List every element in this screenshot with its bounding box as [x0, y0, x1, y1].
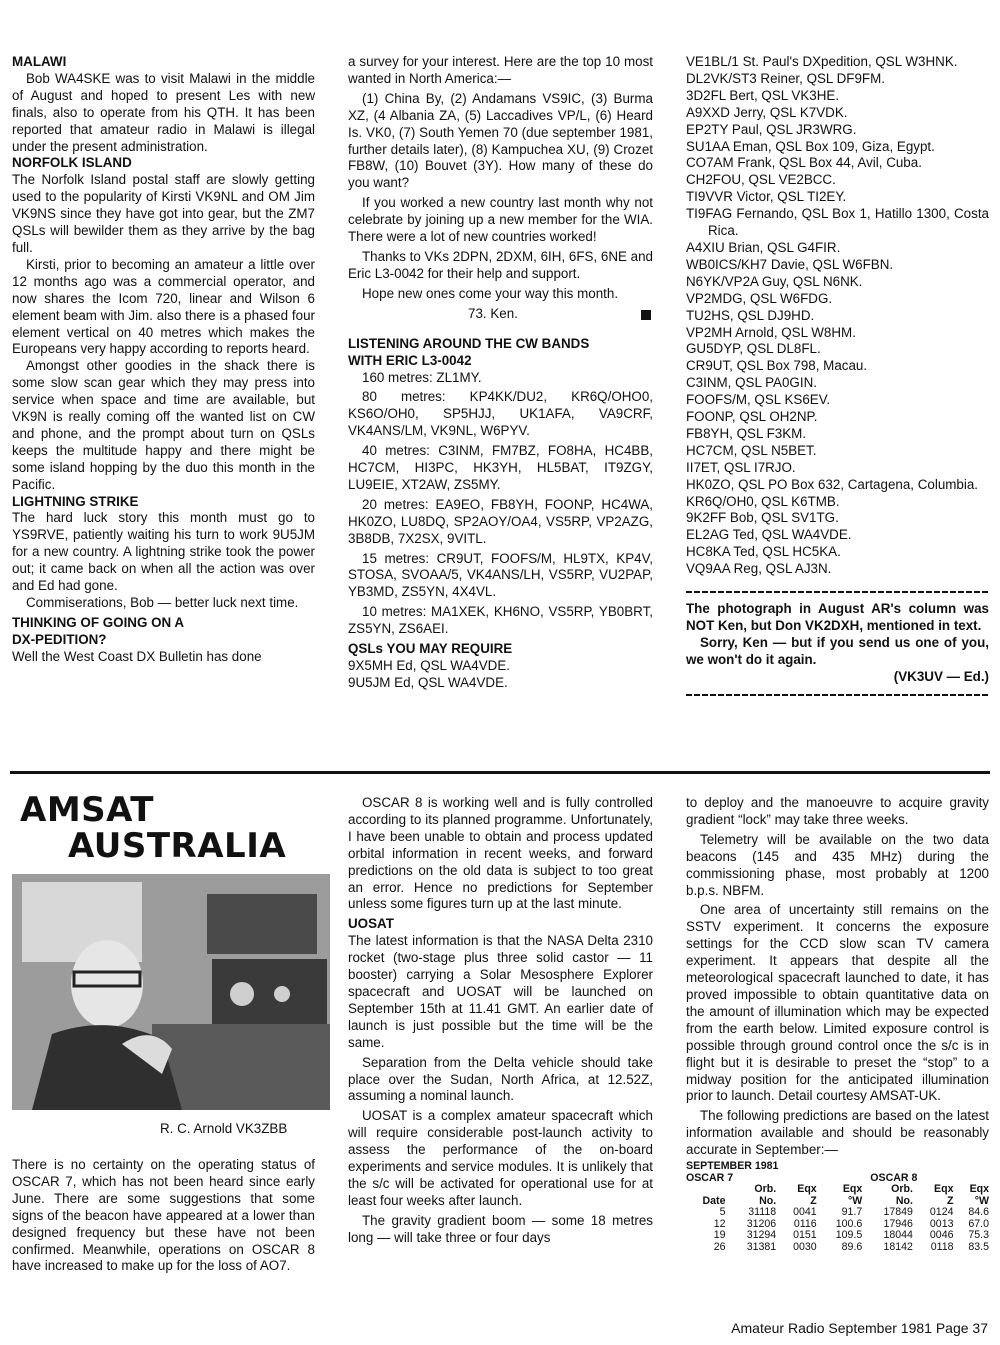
table-header-cell: Orb. — [891, 1183, 913, 1196]
qsl-list — [686, 54, 989, 578]
heading-cw-bands-sub: WITH ERIC L3-0042 — [348, 352, 472, 368]
table-header-cell: Orb. — [754, 1183, 777, 1196]
table-cell: 17946 — [883, 1217, 913, 1230]
amsat-title: AMSAT AUSTRALIA — [20, 790, 287, 866]
qsl-item: HK0ZO, QSL PO Box 632, Cartagena, Columbia. — [686, 476, 979, 492]
table-group-oscar7: OSCAR 7 — [686, 1171, 734, 1184]
table-cell: 0116 — [793, 1217, 817, 1230]
qsl-item: VP2MH Arnold, QSL W8HM. — [686, 324, 856, 340]
qsl-item: SU1AA Eman, QSL Box 109, Giza, Egypt. — [686, 138, 935, 154]
qsl-item: FB8YH, QSL F3KM. — [686, 425, 807, 441]
table-header-row — [686, 1184, 989, 1196]
paragraph: a survey for your interest. Here are the top 10 most wanted in North America:— — [348, 54, 653, 86]
heading-dx-pedition: DX-PEDITION? — [12, 631, 107, 647]
paragraph: Kirsti, prior to becoming an amateur a little over 12 months ago was a commercial operator, and now shares the Icom 720, linear and Wilson 6 element beam with Jim. also there is a phased four element vertical on 40 metres which makes the Europeans very happy according to reports heard. — [12, 256, 315, 357]
qsl-item: WB0ICS/KH7 Davie, QSL W6FBN. — [686, 256, 894, 272]
table-row — [686, 1242, 989, 1254]
paragraph: The following predictions are based on the latest information available and should be reasonably accurate in September:— — [686, 1108, 989, 1158]
table-cell: 19 — [713, 1229, 726, 1242]
table-cell: 83.5 — [968, 1240, 989, 1253]
photo-caption: R. C. Arnold VK3ZBB — [160, 1121, 288, 1136]
qsl-item: N6YK/VP2A Guy, QSL N6NK. — [686, 273, 863, 289]
table-header-cell: Date — [702, 1194, 726, 1207]
qsl-item: CO7AM Frank, QSL Box 44, Avil, Cuba. — [686, 155, 922, 171]
paragraph: (1) China By, (2) Andamans VS9IC, (3) Burma XZ, (4 Albania ZA, (5) Laccadives VP/L, (6) Heard Is. VK0, (7) South Yemen 70 (due september 1981, further details later), (8) Kampuchea XU, (9) Crozet FB8W, (10) Bouvet (3Y). How many of these do you want? — [348, 90, 653, 191]
paragraph: Amongst other goodies in the shack there is some slow scan gear which they may press into service when space and time are available, but VK9N is really coming off the wanted list on CW and phone, and the prompt about turn on QSLs keeps the multitude happy and there might be some island hopping by the duo this month in the Pacific. — [12, 358, 315, 492]
table-cell: 0041 — [793, 1206, 817, 1219]
band-15: 15 metres: CR9UT, FOOFS/M, HL9TX, KP4V, STOSA, SVOAA/5, VK4ANS/LH, VS5RP, VU2PAP, YB3MD, ZS5YN, 4X4VL. — [348, 550, 653, 600]
end-square-icon — [641, 310, 651, 320]
band-40: 40 metres: C3INM, FM7BZ, FO8HA, HC4BB, HC7CM, HI3PC, HK3YH, HL5BAT, IT9ZGY, LU9EIE, XT2AW, ZS5MY. — [348, 443, 653, 492]
heading-lightning-strike: LIGHTNING STRIKE — [12, 493, 139, 509]
amsat-column-3 — [686, 795, 989, 1253]
paragraph: One area of uncertainty still remains on the SSTV experiment. It concerns the exposure settings for the CCD slow scan TV camera experiment. It appears that despite all the meteorological spacecraft launched to date, it has proved impossible to obtain quantitative data on the amount of illumination which may be expected from the earth below. Limited exposure control is possible through ground control once the s/c is in flight but it is desirable to preset the “stop” to a midway position for the anticipated illumination prior to launch. Detail courtesy AMSAT-UK. — [686, 902, 989, 1104]
photo-vk3zbb — [12, 874, 330, 1110]
qsl-item: FOOFS/M, QSL KS6EV. — [686, 392, 831, 408]
table-header-cell: No. — [895, 1194, 913, 1207]
paragraph: Thanks to VKs 2DPN, 2DXM, 6IH, 6FS, 6NE and Eric L3-0042 for their help and support. — [348, 248, 653, 281]
qsl-item: DL2VK/ST3 Reiner, QSL DF9FM. — [686, 70, 885, 86]
table-header-cell: Eqx — [842, 1183, 863, 1196]
table-cell: 75.3 — [968, 1229, 989, 1242]
table-cell: 0151 — [793, 1229, 817, 1242]
paragraph: Telemetry will be available on the two data beacons (145 and 435 MHz) during the commissioning phase, most probably at 1200 b.p.s. NBFM. — [686, 831, 989, 898]
table-header-cell: Eqx — [934, 1183, 954, 1196]
table-cell: 89.6 — [841, 1240, 863, 1253]
prediction-table — [686, 1161, 989, 1253]
column-2 — [348, 54, 653, 692]
paragraph: UOSAT is a complex amateur spacecraft which will require considerable post-launch activity to assess the performance of the on-board experiments and service modules. It is unlikely that the s/c will be activated for operational use for at least four weeks after launch. — [348, 1108, 653, 1208]
qsl-item: A4XIU Brian, QSL G4FIR. — [686, 239, 841, 255]
table-cell: 67.0 — [968, 1217, 989, 1230]
column-3 — [686, 54, 989, 704]
heading-malawi: MALAWI — [12, 54, 67, 69]
qsl-item: VQ9AA Reg, QSL AJ3N. — [686, 561, 832, 577]
band-10: 10 metres: MA1XEK, KH6NO, VS5RP, YB0BRT, ZS5YN, ZS6AEI. — [348, 604, 653, 637]
table-cell: 12 — [713, 1217, 726, 1230]
table-header-cell: Z — [947, 1194, 954, 1207]
table-cell: 18044 — [883, 1229, 913, 1242]
table-cell: 31294 — [746, 1229, 777, 1242]
table-cell: 0124 — [929, 1206, 954, 1219]
qsl-item: VE1BL/1 St. Paul's DXpedition, QSL W3HNK. — [686, 54, 958, 69]
paragraph: The hard luck story this month must go to YS9RVE, patiently waiting his turn to work 9U5JM for a new country. A lightning strike took the power out; it came back on when all the action was over and Ed had gone. — [12, 510, 315, 594]
divider — [686, 588, 989, 596]
paragraph: Commiserations, Bob — better luck next time. — [26, 595, 299, 610]
editor-note: Sorry, Ken — but if you send us one of you, we won't do it again. — [686, 634, 989, 667]
qsl-item: A9XXD Jerry, QSL K7VDK. — [686, 104, 848, 120]
table-header-cell: Eqx — [797, 1183, 817, 1196]
page-footer: Amateur Radio September 1981 Page 37 — [731, 1320, 988, 1336]
qsl-item: VP2MDG, QSL W6FDG. — [686, 290, 833, 306]
table-cell: 18142 — [883, 1240, 913, 1253]
table-row — [686, 1230, 989, 1242]
band-80: 80 metres: KP4KK/DU2, KR6Q/OHO0, KS6O/OH0, SP5HJJ, UK1AFA, VA9CRF, VK4ANS/LM, VK9NL, W6PYV. — [348, 389, 653, 439]
table-cell: 17849 — [883, 1206, 913, 1219]
editor-note: The photograph in August AR's column was NOT Ken, but Don VK2DXH, mentioned in text. — [686, 601, 989, 633]
section-divider — [10, 771, 990, 774]
qsl-item: TI9VVR Victor, QSL TI2EY. — [686, 189, 847, 205]
editor-signature: (VK3UV — Ed.) — [893, 668, 989, 684]
table-cell: 84.6 — [968, 1206, 989, 1219]
qsl-item: 9K2FF Bob, QSL SV1TG. — [686, 510, 839, 526]
qsl-item: EP2TY Paul, QSL JR3WRG. — [686, 121, 857, 137]
table-cell: 0013 — [929, 1217, 954, 1230]
band-160: 160 metres: ZL1MY. — [362, 369, 482, 385]
table-header-cell: No. — [759, 1194, 777, 1207]
band-20: 20 metres: EA9EO, FB8YH, FOONP, HC4WA, HK0ZO, LU8DQ, SP2AOY/OA4, VS5RP, VP2AZG, 3B8DB, 7X2SX, 9VITL. — [348, 496, 653, 546]
paragraph: The Norfolk Island postal staff are slowly getting used to the popularity of Kirsti VK9NL and OM Jim VK9NS since they have got into gear, but the ZM7 QSLs will bewilder them as they arrive by the bag full. — [12, 172, 315, 255]
paragraph: OSCAR 8 is working well and is fully controlled according to its planned programme. Unfortunately, I have been unable to obtain and process updated orbital information in recent weeks, and forward predictions on the old data is subject to too great an error. Hence no predictions for September unless some figures turn up at the last minute. — [348, 795, 653, 912]
heading-thinking: THINKING OF GOING ON A — [12, 614, 185, 630]
table-cell: 100.6 — [835, 1217, 863, 1230]
column-1 — [12, 54, 315, 666]
table-cell: 31206 — [746, 1217, 777, 1230]
table-title: SEPTEMBER 1981 — [686, 1160, 779, 1173]
paragraph: There is no certainty on the operating status of OSCAR 7, which has not been heard since early June. There are some suggestions that some signs of the beacon have appeared at a lower than designed frequency but these have not been confirmed. Meanwhile, operations on OSCAR 8 have increased to make up for the loss of AO7. — [12, 1157, 315, 1274]
qsl-item: CR9UT, QSL Box 798, Macau. — [686, 358, 868, 374]
qsl-item: TU2HS, QSL DJ9HD. — [686, 307, 815, 323]
amsat-column-1 — [12, 1157, 315, 1275]
table-cell: 31118 — [748, 1206, 777, 1219]
table-header-cell: Eqx — [969, 1183, 989, 1196]
qsl-item: 9X5MH Ed, QSL WA4VDE. — [348, 658, 510, 673]
qsl-item: EL2AG Ted, QSL WA4VDE. — [686, 527, 852, 543]
table-group-oscar8: OSCAR 8 — [870, 1171, 918, 1184]
table-cell: 0030 — [793, 1240, 817, 1253]
qsl-item: GU5DYP, QSL DL8FL. — [686, 341, 821, 357]
divider — [686, 691, 989, 699]
qsl-item: 9U5JM Ed, QSL WA4VDE. — [348, 674, 508, 690]
qsl-item: II7ET, QSL I7RJO. — [686, 459, 796, 475]
table-cell: 0118 — [930, 1240, 954, 1253]
table-cell: 31381 — [746, 1240, 777, 1253]
signoff: 73. Ken. — [468, 305, 518, 321]
table-cell: 0046 — [929, 1229, 954, 1242]
paragraph: Well the West Coast DX Bulletin has done — [12, 648, 262, 664]
heading-qsls: QSLs YOU MAY REQUIRE — [348, 641, 513, 657]
table-cell: 91.7 — [841, 1206, 863, 1219]
qsl-item: HC7CM, QSL N5BET. — [686, 442, 817, 458]
table-cell: 26 — [713, 1240, 726, 1253]
qsl-item: TI9FAG Fernando, QSL Box 1, Hatillo 1300, Costa Rica. — [686, 206, 989, 239]
paragraph: Separation from the Delta vehicle should take place over the Sudan, North Africa, at 12.52Z, assuming a nominal launch. — [348, 1054, 653, 1104]
qsl-item: FOONP, QSL OH2NP. — [686, 409, 818, 425]
paragraph: The gravity gradient boom — some 18 metres long — will take three or four days — [348, 1212, 653, 1245]
paragraph: The latest information is that the NASA Delta 2310 rocket (two-stage plus three solid castor — 11 booster) carrying a Solar Mesosphere Explorer spacecraft and UOSAT will be launched on September 15th at 11.41 GMT. An earlier date of launch is just possible but the time will be the same. — [348, 933, 653, 1050]
table-header-cell: °W — [848, 1194, 863, 1207]
table-header-cell: °W — [974, 1194, 989, 1207]
heading-uosat: UOSAT — [348, 916, 394, 932]
heading-cw-bands: LISTENING AROUND THE CW BANDS — [348, 335, 590, 351]
paragraph: Bob WA4SKE was to visit Malawi in the middle of August and hoped to present Les with new finals, also to operate from his QTH. It has been reported that amateur radio in Malawi is illegal under the present administration. — [12, 70, 315, 154]
table-cell: 5 — [719, 1206, 726, 1219]
qsl-item: HC8KA Ted, QSL HC5KA. — [686, 544, 841, 560]
qsl-item: 3D2FL Bert, QSL VK3HE. — [686, 87, 840, 103]
table-header-cell — [686, 1184, 725, 1196]
qsl-item: CH2FOU, QSL VE2BCC. — [686, 172, 836, 188]
qsl-item: KR6Q/OH0, QSL K6TMB. — [686, 493, 840, 509]
heading-norfolk-island: NORFOLK ISLAND — [12, 155, 132, 171]
table-cell: 109.5 — [835, 1229, 863, 1242]
table-header-cell: Z — [810, 1194, 817, 1207]
paragraph: Hope new ones come your way this month. — [362, 285, 619, 301]
amsat-column-2 — [348, 795, 653, 1247]
qsl-item: C3INM, QSL PA0GIN. — [686, 375, 817, 391]
paragraph: If you worked a new country last month why not celebrate by joining up a new member for the WIA. There were a lot of new countries worked! — [348, 195, 653, 245]
table-row — [686, 1207, 989, 1219]
paragraph: to deploy and the manoeuvre to acquire gravity gradient “lock” may take three weeks. — [686, 795, 989, 827]
